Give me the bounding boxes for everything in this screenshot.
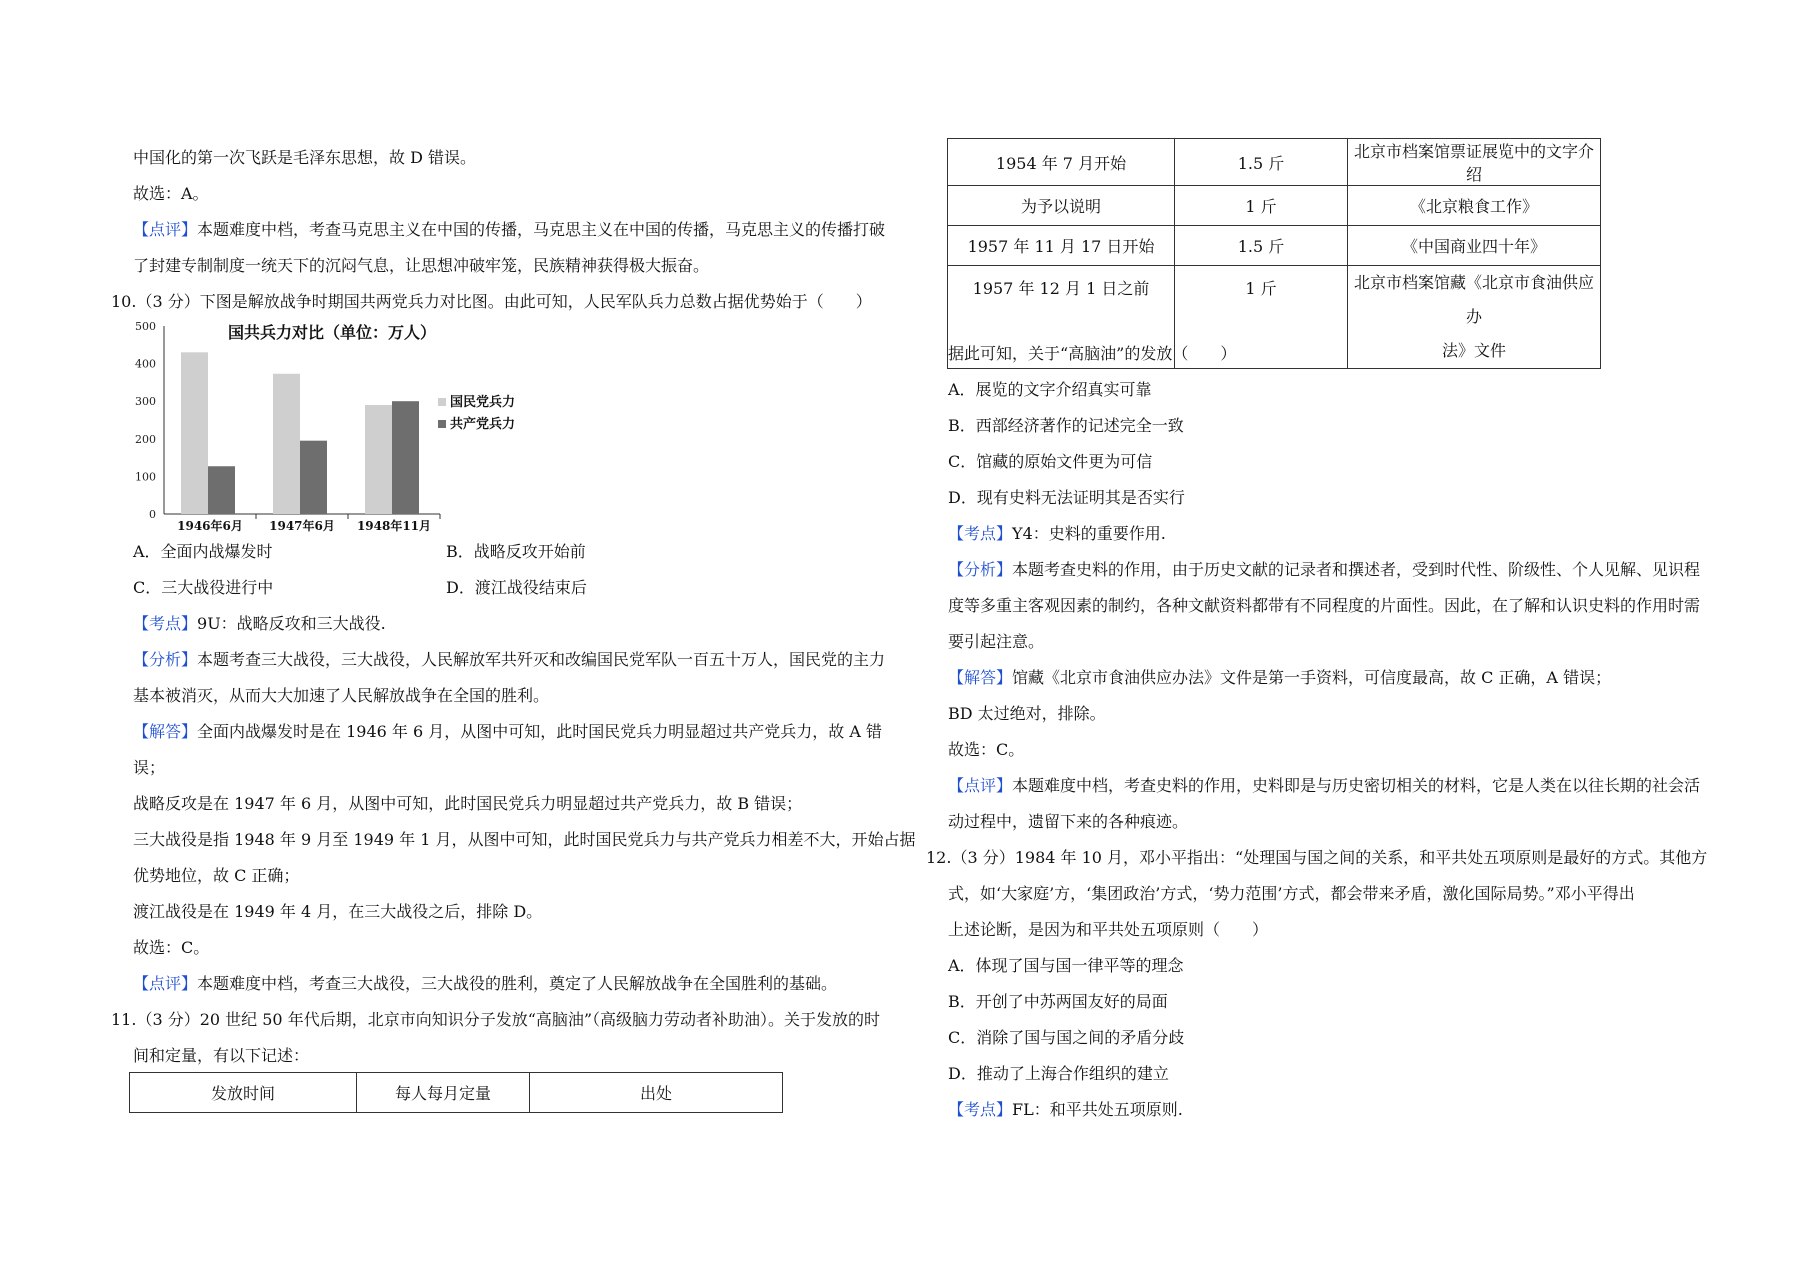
table-cell: 1 斤 [1175,266,1348,369]
y-tick-label: 200 [135,432,156,446]
header-cell: 发放时间 [130,1073,357,1113]
legend-swatch [438,398,446,406]
fenxi-text: 本题考查史料的作用，由于历史文献的记录者和撰述者，受到时代性、阶级性、个人见解、见识程 [1012,560,1701,579]
chart-title: 国共兵力对比（单位：万人） [228,323,437,342]
option-d: D．渡江战役结束后 [446,578,587,597]
table-cell: 《北京粮食工作》 [1348,186,1601,226]
text-line: 故选：C。 [133,938,210,957]
table-cell: 1.5 斤 [1175,139,1348,186]
kaodian-text: 9U：战略反攻和三大战役. [197,614,386,633]
text-line: 误； [133,758,166,777]
kaodian-tag: 【考点】 [133,614,198,633]
text-line: 上述论断，是因为和平共处五项原则（ ） [948,920,1269,939]
x-tick-label: 1947年6月 [269,519,335,533]
text-line: 故选：C。 [948,740,1025,759]
table-cell-line: 法》文件 [1441,341,1506,360]
review-text: 本题难度中档，考查马克思主义在中国的传播，马克思主义在中国的传播，马克思主义的传播打破 [197,220,886,239]
table-cell-line: 北京市档案馆藏《北京市食油供应办 [1354,273,1595,326]
jieda-tag: 【解答】 [133,722,198,741]
review-tag: 【点评】 [948,776,1013,795]
text-line: 中国化的第一次飞跃是毛泽东思想，故 D 错误。 [133,148,477,167]
option-a: A．全面内战爆发时 [133,542,273,561]
kaodian-line [948,524,1166,544]
kaodian-text: Y4：史料的重要作用. [1012,524,1166,543]
table-cell-multiline [1348,266,1601,369]
y-tick-label: 500 [135,320,156,333]
header-cell: 每人每月定量 [357,1073,530,1113]
review-text: 本题难度中档，考查史料的作用，史料即是与历史密切相关的材料，它是人类在以往长期的社会活 [1012,776,1701,795]
fenxi-tag: 【分析】 [133,650,198,669]
legend-swatch [438,420,446,428]
option-b: B．西部经济著作的记述完全一致 [948,416,1184,435]
table-cell: 1954 年 7 月开始 [948,139,1175,186]
x-tick-label: 1946年6月 [177,519,243,533]
text-line: 间和定量，有以下记述： [133,1046,310,1065]
option-d: D．现有史料无法证明其是否实行 [948,488,1185,507]
option-c: C．三大战役进行中 [133,578,274,597]
jieda-line [133,722,882,742]
bar-cpc [392,401,419,514]
text-line: 三大战役是指 1948 年 9 月至 1949 年 1 月，从图中可知，此时国民党兵力与共产党兵力相差不大，开始占据 [133,830,916,849]
text-line: BD 太过绝对，排除。 [948,704,1106,723]
text-line: 要引起注意。 [948,632,1045,651]
review-line [133,974,837,994]
text-line: 式，如‘大家庭’方，‘集团政治’方式，‘势力范围’方式，都会带来矛盾，激化国际局势。”邓小平得出 [948,884,1635,903]
bar-cpc [208,466,235,514]
text-line: 基本被消灭，从而大大加速了人民解放战争在全国的胜利。 [133,686,550,705]
text-line: 优势地位，故 C 正确； [133,866,300,885]
table-cell: 为予以说明 [948,186,1175,226]
bar-kmt [273,374,300,514]
y-tick-label: 0 [149,508,156,521]
kaodian-text: FL：和平共处五项原则. [1012,1100,1183,1119]
y-tick-label: 100 [135,470,156,484]
table-cell: 1 斤 [1175,186,1348,226]
kaodian-tag: 【考点】 [948,1100,1013,1119]
source-table-header [129,1072,783,1113]
review-text: 本题难度中档，考查三大战役，三大战役的胜利，奠定了人民解放战争在全国胜利的基础。 [197,974,838,993]
table-cell: 1957 年 11 月 17 日开始 [948,226,1175,266]
jieda-tag: 【解答】 [948,668,1013,687]
option-b: B．开创了中苏两国友好的局面 [948,992,1168,1011]
option-a: A．展览的文字介绍真实可靠 [948,380,1152,399]
jieda-line [948,668,1611,688]
kaodian-line [948,1100,1183,1120]
kaodian-line [133,614,386,634]
text-line: 故选：A。 [133,184,209,203]
fenxi-line [948,560,1700,580]
legend-label: 国民党兵力 [450,395,516,410]
review-tag: 【点评】 [133,974,198,993]
y-tick-label: 300 [135,395,156,409]
bar-kmt [181,352,208,514]
text-line: 渡江战役是在 1949 年 4 月，在三大战役之后，排除 D。 [133,902,543,921]
text-line: 度等多重主客观因素的制约，各种文献资料都带有不同程度的片面性。因此，在了解和认识史料的作用时需 [948,596,1701,615]
question-10-stem: 10.（3 分）下图是解放战争时期国共两党兵力对比图。由此可知，人民军队兵力总数占据优势始于（ ） [111,292,872,311]
question-12-stem: 12.（3 分）1984 年 10 月，邓小平指出：“处理国与国之间的关系，和平共处五项原则是最好的方式。其他方 [926,848,1708,867]
bar-kmt [365,405,392,514]
option-d: D．推动了上海合作组织的建立 [948,1064,1169,1083]
question-11-stem: 11.（3 分）20 世纪 50 年代后期，北京市向知识分子发放“高脑油”（高级脑力劳动者补助油）。关于发放的时 [111,1010,881,1029]
bar-cpc [300,441,327,514]
option-c: C．馆藏的原始文件更为可信 [948,452,1153,471]
kaodian-tag: 【考点】 [948,524,1013,543]
review-line [948,776,1700,796]
fenxi-line [133,650,885,670]
x-tick-label: 1948年11月 [356,519,432,533]
option-b: B．战略反攻开始前 [446,542,586,561]
question-11-ask: 据此可知，关于“高脑油”的发放（ ） [948,344,1237,363]
table-cell: 1.5 斤 [1175,226,1348,266]
text-line: 战略反攻是在 1947 年 6 月，从图中可知，此时国民党兵力明显超过共产党兵力，故 B 错误； [133,794,803,813]
header-cell: 出处 [530,1073,783,1113]
table-cell: 《中国商业四十年》 [1348,226,1601,266]
jieda-text: 全面内战爆发时是在 1946 年 6 月，从图中可知，此时国民党兵力明显超过共产党兵力，故 A 错 [197,722,882,741]
option-a: A．体现了国与国一律平等的理念 [948,956,1184,975]
text-line: 动过程中，遗留下来的各种痕迹。 [948,812,1189,831]
table-cell: 北京市档案馆票证展览中的文字介绍 [1348,139,1601,186]
text-line: 了封建专制制度一统天下的沉闷气息，让思想冲破牢笼，民族精神获得极大振奋。 [133,256,710,275]
review-line [133,220,885,240]
fenxi-tag: 【分析】 [948,560,1013,579]
table-cell: 1957 年 12 月 1 日之前 [948,266,1175,369]
legend-label: 共产党兵力 [450,417,516,432]
jieda-text: 馆藏《北京市食油供应办法》文件是第一手资料，可信度最高，故 C 正确，A 错误； [1012,668,1612,687]
fenxi-text: 本题考查三大战役，三大战役，人民解放军共歼灭和改编国民党军队一百五十万人，国民党的主力 [197,650,886,669]
source-table [947,138,1601,369]
review-tag: 【点评】 [133,220,198,239]
bar-chart [120,318,560,538]
option-c: C．消除了国与国之间的矛盾分歧 [948,1028,1185,1047]
y-tick-label: 400 [135,357,156,371]
